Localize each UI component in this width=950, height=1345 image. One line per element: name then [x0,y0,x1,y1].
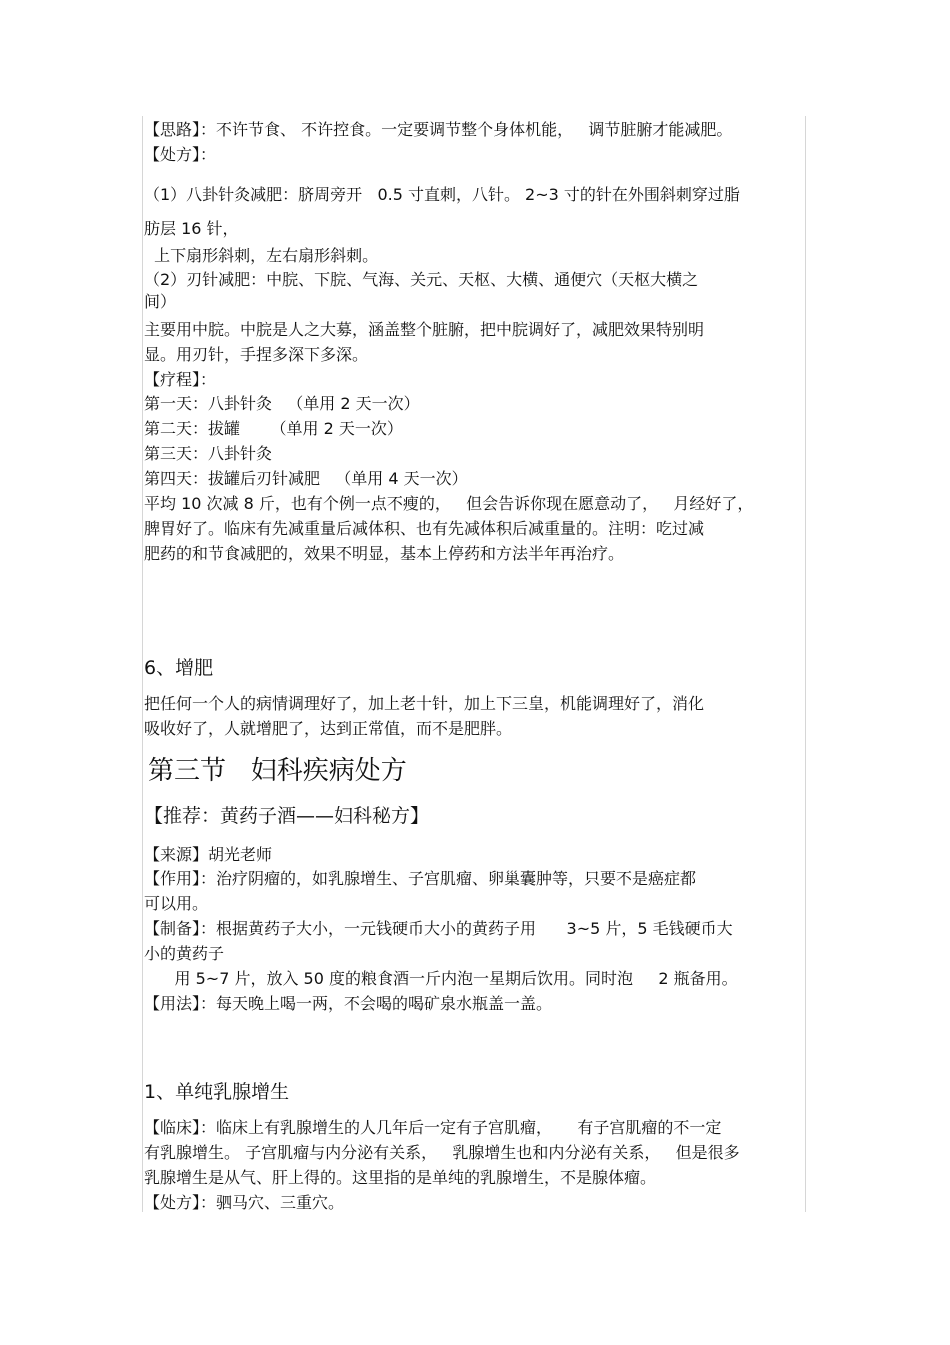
text-line: 主要用中脘。中脘是人之大募，涵盖整个脏腑，把中脘调好了，减肥效果特别明 [144,320,705,339]
text-line: 【处方】：驷马穴、三重穴。 [144,1193,345,1212]
text-line: 间） [144,292,177,311]
text-line: 第一天：八卦针灸 （单用 2 天一次） [144,394,420,413]
text-line: 上下扇形斜刺，左右扇形斜刺。 [144,246,379,265]
text-line: 【用法】：每天晚上喝一两，不会喝的喝矿泉水瓶盖一盖。 [144,994,553,1013]
text-line: 第四天：拔罐后刃针减肥 （单用 4 天一次） [144,469,468,488]
text-line: 第二天：拔罐 （单用 2 天一次） [144,419,403,438]
text-line: 【处方】： [144,145,217,164]
text-line: 肥药的和节食减肥的，效果不明显，基本上停药和方法半年再治疗。 [144,544,625,563]
text-line: 【思路】：不许节食、 不许控食。一定要调节整个身体机能， 调节脏腑才能减肥。 [144,120,733,139]
section-heading: 6、增肥 [144,657,214,679]
text-line: 乳腺增生是从气、肝上得的。这里指的是单纯的乳腺增生，不是腺体瘤。 [144,1168,657,1187]
recommend-heading: 【推荐：黄药子酒——妇科秘方】 [144,805,430,827]
text-line: 显。用刃针，手捏多深下多深。 [144,345,369,364]
text-line: 可以用。 [144,894,209,913]
text-line: 用 5~7 片，放入 50 度的粮食酒一斤内泡一星期后饮用。同时泡 2 瓶备用。 [144,969,738,988]
text-line: （1）八卦针灸减肥：脐周旁开 0.5 寸直刺，八针。 2~3 寸的针在外围斜刺穿过脂 [144,185,740,204]
text-line: 【制备】：根据黄药子大小，一元钱硬币大小的黄药子用 3~5 片，5 毛钱硬币大 [144,919,733,938]
text-line: 有乳腺增生。 子宫肌瘤与内分泌有关系， 乳腺增生也和内分泌有关系， 但是很多 [144,1143,740,1162]
text-line: 【作用】：治疗阴瘤的，如乳腺增生、子宫肌瘤、卵巢囊肿等，只要不是癌症都 [144,869,697,888]
text-line: 把任何一个人的病情调理好了，加上老十针，加上下三皇，机能调理好了，消化 [144,694,705,713]
section-heading: 1、单纯乳腺增生 [144,1081,290,1103]
text-line: 肪层 16 针， [144,219,239,238]
text-line: 【来源】胡光老师 [144,845,273,864]
text-line: 脾胃好了。临床有先减重量后减体积、也有先减体积后减重量的。注明：吃过减 [144,519,705,538]
text-line: 第三天：八卦针灸 [144,444,273,463]
text-line: 小的黄药子 [144,944,225,963]
text-line: （2）刃针减肥：中脘、下脘、气海、关元、天枢、大横、通便穴（天枢大横之 [144,270,699,289]
text-line: 吸收好了，人就增肥了，达到正常值，而不是肥胖。 [144,719,513,738]
text-line: 【临床】：临床上有乳腺增生的人几年后一定有子宫肌瘤， 有子宫肌瘤的不一定 [144,1118,722,1137]
text-line: 【疗程】： [144,370,217,389]
text-line: 平均 10 次减 8 斤，也有个例一点不瘦的， 但会告诉你现在愿意动了， 月经好了， [144,494,754,513]
chapter-heading: 第三节 妇科疾病处方 [148,756,407,786]
